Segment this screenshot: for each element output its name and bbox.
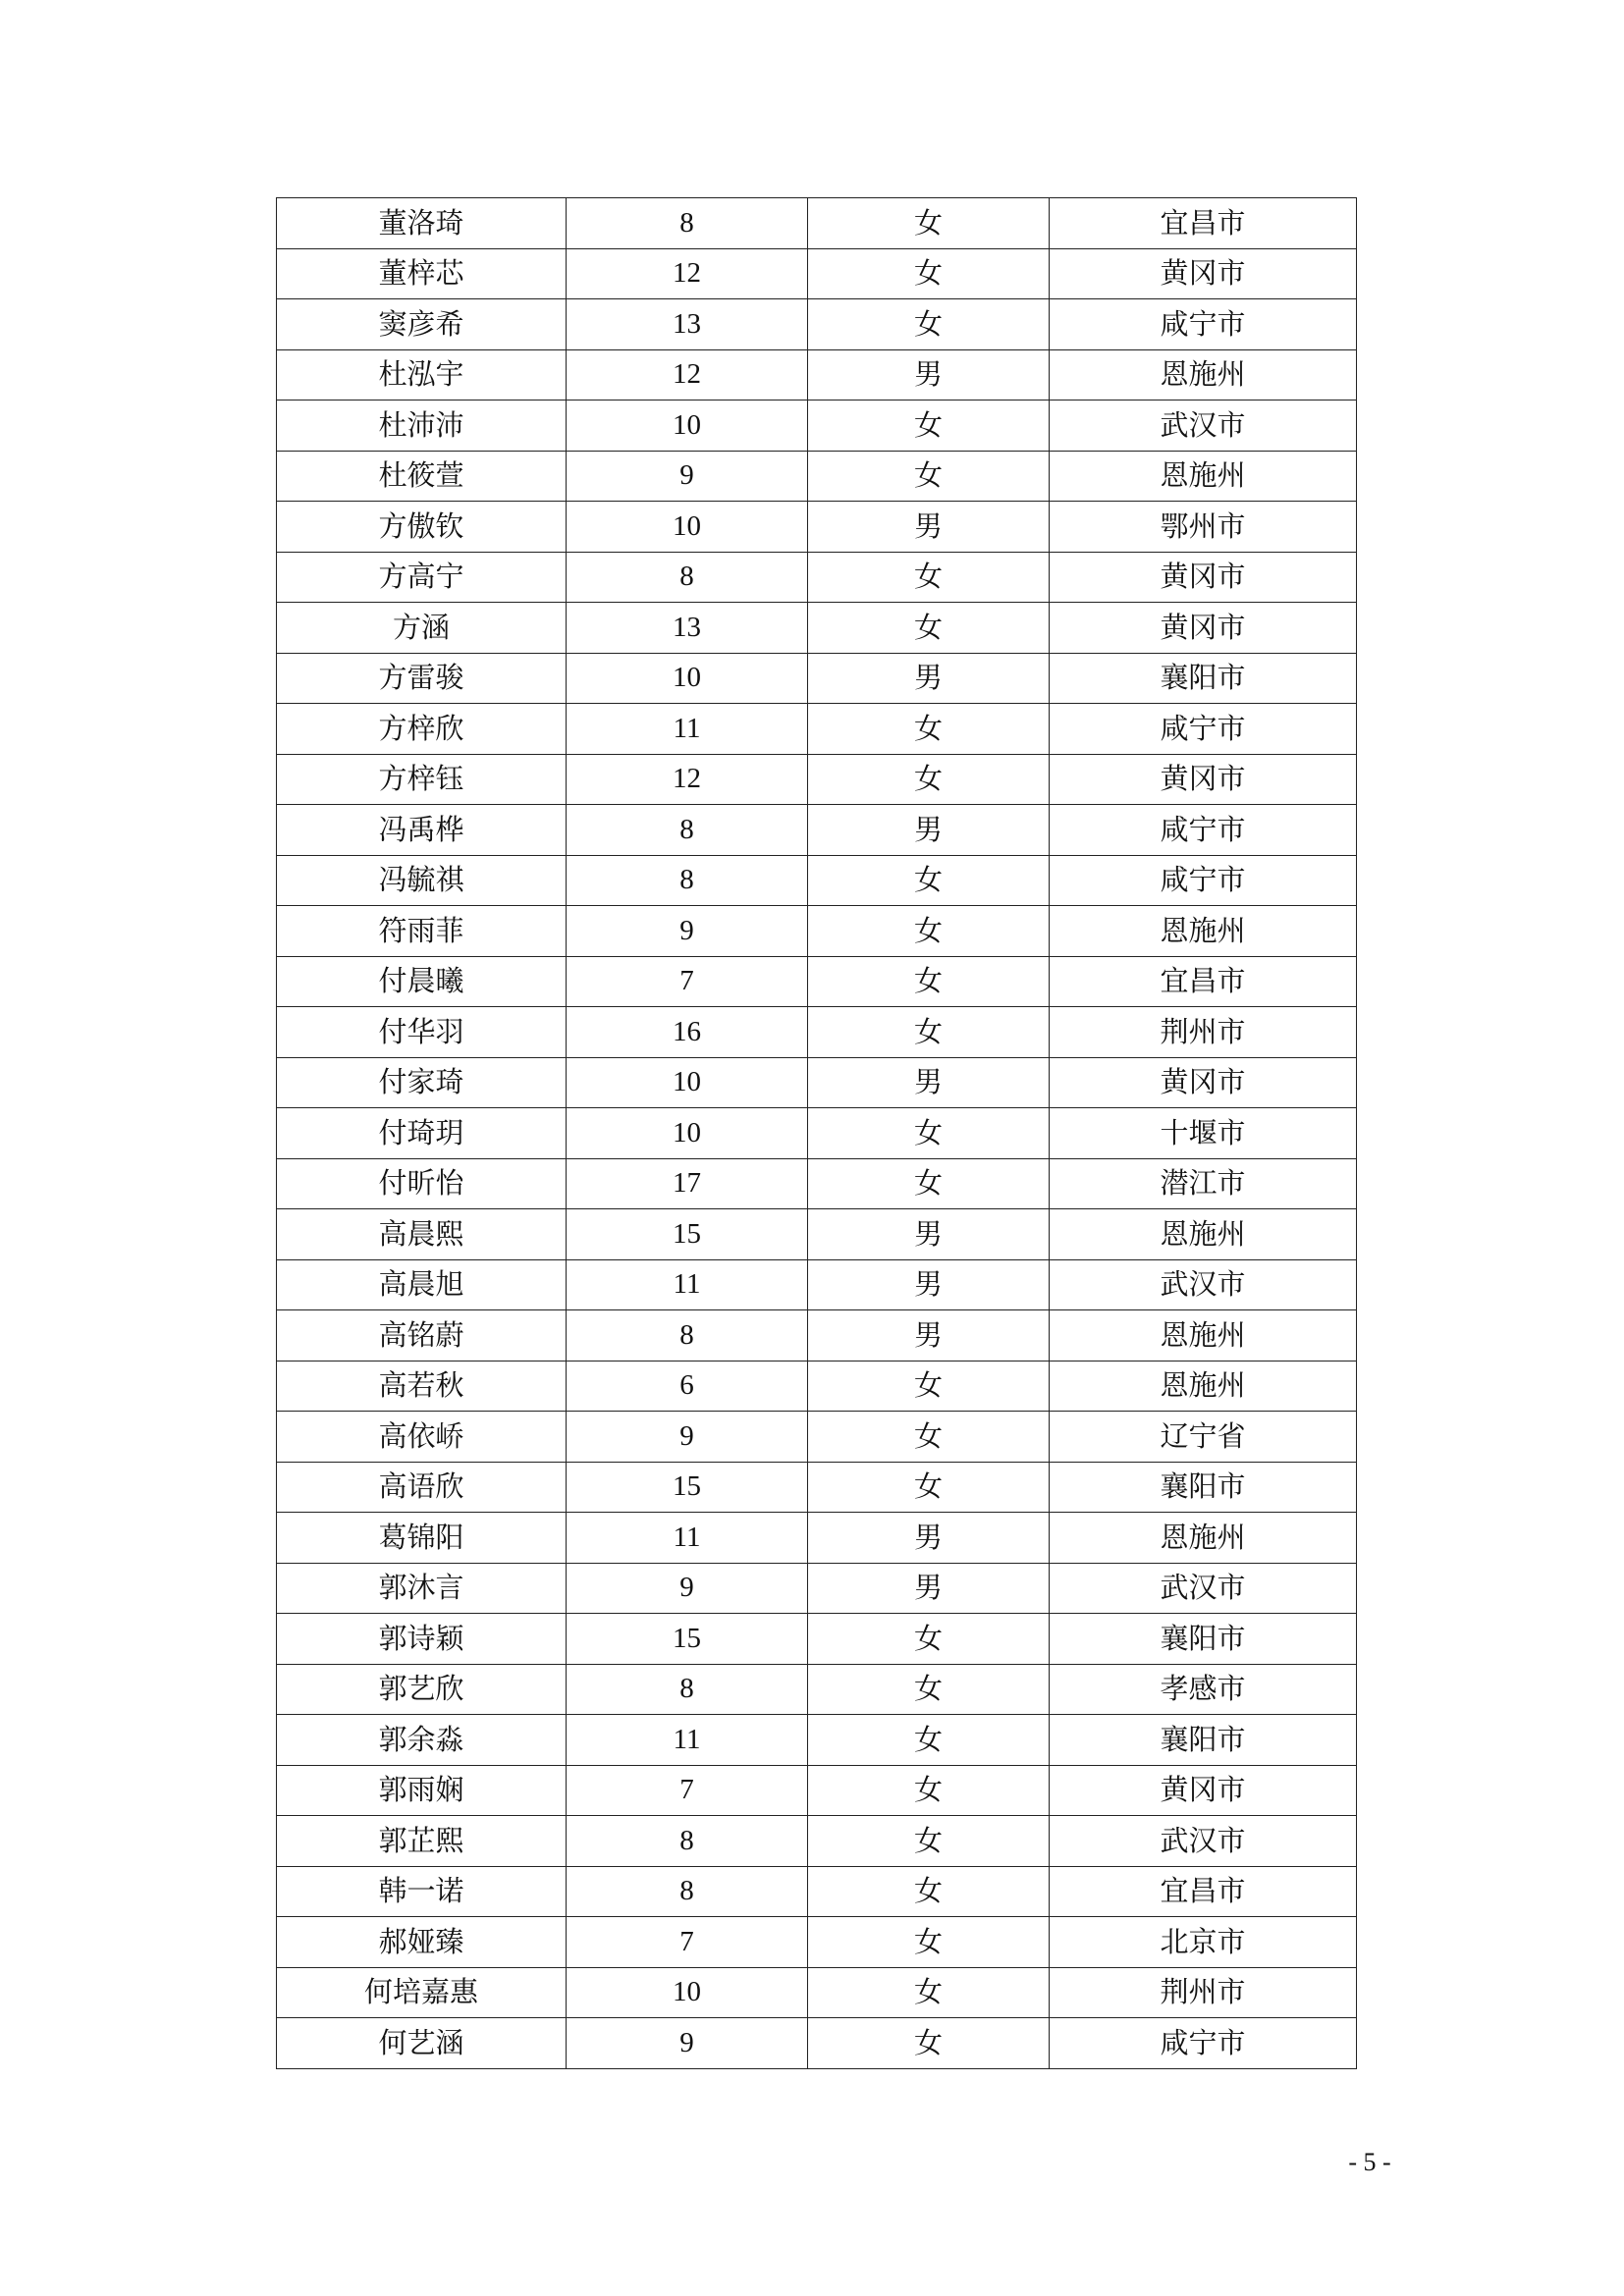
table-row	[277, 1967, 1357, 2018]
table-row	[277, 906, 1357, 957]
place-cell: 北京市	[1050, 1917, 1357, 1968]
name-cell: 方梓钰	[277, 754, 567, 805]
table-row	[277, 603, 1357, 654]
place-cell: 十堰市	[1050, 1108, 1357, 1159]
place-cell: 恩施州	[1050, 906, 1357, 957]
sex-cell: 女	[808, 451, 1050, 502]
sex-cell: 女	[808, 1158, 1050, 1209]
name-cell: 何艺涵	[277, 2018, 567, 2069]
table-row	[277, 653, 1357, 704]
name-cell: 葛锦阳	[277, 1513, 567, 1564]
age-cell: 9	[567, 1563, 808, 1614]
age-cell: 9	[567, 2018, 808, 2069]
sex-cell: 女	[808, 906, 1050, 957]
age-cell: 8	[567, 552, 808, 603]
name-cell: 冯禹桦	[277, 805, 567, 856]
place-cell: 荆州市	[1050, 1007, 1357, 1058]
table-row	[277, 1563, 1357, 1614]
sex-cell: 女	[808, 754, 1050, 805]
age-cell: 7	[567, 956, 808, 1007]
name-cell: 郭沐言	[277, 1563, 567, 1614]
table-row	[277, 1361, 1357, 1412]
sex-cell: 男	[808, 1209, 1050, 1260]
table-row	[277, 1462, 1357, 1513]
age-cell: 11	[567, 1715, 808, 1766]
age-cell: 12	[567, 754, 808, 805]
place-cell: 荆州市	[1050, 1967, 1357, 2018]
age-cell: 6	[567, 1361, 808, 1412]
place-cell: 武汉市	[1050, 1563, 1357, 1614]
name-cell: 方高宁	[277, 552, 567, 603]
table-row	[277, 1513, 1357, 1564]
table-row	[277, 1614, 1357, 1665]
table-row	[277, 1158, 1357, 1209]
place-cell: 黄冈市	[1050, 1765, 1357, 1816]
sex-cell: 女	[808, 1765, 1050, 1816]
place-cell: 鄂州市	[1050, 502, 1357, 553]
name-cell: 郭艺欣	[277, 1664, 567, 1715]
table-row	[277, 1412, 1357, 1463]
age-cell: 9	[567, 1412, 808, 1463]
place-cell: 孝感市	[1050, 1664, 1357, 1715]
place-cell: 咸宁市	[1050, 855, 1357, 906]
place-cell: 黄冈市	[1050, 552, 1357, 603]
name-cell: 付琦玥	[277, 1108, 567, 1159]
place-cell: 辽宁省	[1050, 1412, 1357, 1463]
name-cell: 郝娅臻	[277, 1917, 567, 1968]
place-cell: 恩施州	[1050, 1361, 1357, 1412]
table-row	[277, 1057, 1357, 1108]
table-row	[277, 855, 1357, 906]
name-cell: 杜泓宇	[277, 349, 567, 400]
sex-cell: 女	[808, 1462, 1050, 1513]
place-cell: 黄冈市	[1050, 1057, 1357, 1108]
place-cell: 恩施州	[1050, 1513, 1357, 1564]
sex-cell: 女	[808, 704, 1050, 755]
sex-cell: 女	[808, 1866, 1050, 1917]
table-row	[277, 1866, 1357, 1917]
age-cell: 7	[567, 1765, 808, 1816]
age-cell: 8	[567, 1310, 808, 1362]
age-cell: 9	[567, 906, 808, 957]
age-cell: 11	[567, 1513, 808, 1564]
sex-cell: 男	[808, 805, 1050, 856]
sex-cell: 女	[808, 855, 1050, 906]
age-cell: 7	[567, 1917, 808, 1968]
table-row	[277, 451, 1357, 502]
name-cell: 高若秋	[277, 1361, 567, 1412]
name-cell: 高晨熙	[277, 1209, 567, 1260]
sex-cell: 女	[808, 299, 1050, 350]
name-cell: 郭芷熙	[277, 1816, 567, 1867]
age-cell: 16	[567, 1007, 808, 1058]
age-cell: 8	[567, 1816, 808, 1867]
place-cell: 武汉市	[1050, 400, 1357, 452]
name-cell: 何培嘉惠	[277, 1967, 567, 2018]
sex-cell: 女	[808, 1715, 1050, 1766]
sex-cell: 女	[808, 1816, 1050, 1867]
place-cell: 恩施州	[1050, 349, 1357, 400]
name-cell: 付昕怡	[277, 1158, 567, 1209]
roster-table-body	[277, 198, 1357, 2069]
age-cell: 10	[567, 1108, 808, 1159]
place-cell: 襄阳市	[1050, 1462, 1357, 1513]
sex-cell: 女	[808, 1967, 1050, 2018]
place-cell: 黄冈市	[1050, 603, 1357, 654]
table-row	[277, 1007, 1357, 1058]
sex-cell: 男	[808, 1563, 1050, 1614]
age-cell: 15	[567, 1462, 808, 1513]
table-row	[277, 248, 1357, 299]
table-row	[277, 1209, 1357, 1260]
roster-table	[276, 197, 1357, 2069]
age-cell: 15	[567, 1614, 808, 1665]
table-row	[277, 1310, 1357, 1362]
sex-cell: 男	[808, 502, 1050, 553]
age-cell: 17	[567, 1158, 808, 1209]
sex-cell: 男	[808, 1259, 1050, 1310]
place-cell: 宜昌市	[1050, 1866, 1357, 1917]
name-cell: 付家琦	[277, 1057, 567, 1108]
age-cell: 8	[567, 1664, 808, 1715]
name-cell: 郭诗颖	[277, 1614, 567, 1665]
sex-cell: 女	[808, 1614, 1050, 1665]
place-cell: 恩施州	[1050, 1310, 1357, 1362]
table-row	[277, 805, 1357, 856]
place-cell: 恩施州	[1050, 1209, 1357, 1260]
table-row	[277, 1816, 1357, 1867]
sex-cell: 女	[808, 956, 1050, 1007]
sex-cell: 女	[808, 1917, 1050, 1968]
name-cell: 杜沛沛	[277, 400, 567, 452]
sex-cell: 女	[808, 1007, 1050, 1058]
age-cell: 10	[567, 400, 808, 452]
name-cell: 郭余淼	[277, 1715, 567, 1766]
name-cell: 方梓欣	[277, 704, 567, 755]
name-cell: 高晨旭	[277, 1259, 567, 1310]
table-row	[277, 198, 1357, 249]
sex-cell: 女	[808, 1664, 1050, 1715]
sex-cell: 女	[808, 198, 1050, 249]
place-cell: 宜昌市	[1050, 956, 1357, 1007]
name-cell: 高依峤	[277, 1412, 567, 1463]
age-cell: 10	[567, 1057, 808, 1108]
place-cell: 黄冈市	[1050, 248, 1357, 299]
name-cell: 方涵	[277, 603, 567, 654]
age-cell: 11	[567, 1259, 808, 1310]
place-cell: 武汉市	[1050, 1259, 1357, 1310]
name-cell: 付晨曦	[277, 956, 567, 1007]
table-row	[277, 1765, 1357, 1816]
name-cell: 董梓芯	[277, 248, 567, 299]
name-cell: 高语欣	[277, 1462, 567, 1513]
place-cell: 咸宁市	[1050, 2018, 1357, 2069]
sex-cell: 女	[808, 1361, 1050, 1412]
age-cell: 13	[567, 603, 808, 654]
place-cell: 潜江市	[1050, 1158, 1357, 1209]
place-cell: 襄阳市	[1050, 653, 1357, 704]
sex-cell: 女	[808, 1412, 1050, 1463]
place-cell: 咸宁市	[1050, 704, 1357, 755]
sex-cell: 女	[808, 603, 1050, 654]
table-row	[277, 2018, 1357, 2069]
table-row	[277, 502, 1357, 553]
table-row	[277, 552, 1357, 603]
sex-cell: 男	[808, 1513, 1050, 1564]
name-cell: 符雨菲	[277, 906, 567, 957]
place-cell: 咸宁市	[1050, 299, 1357, 350]
age-cell: 8	[567, 855, 808, 906]
place-cell: 襄阳市	[1050, 1715, 1357, 1766]
age-cell: 10	[567, 502, 808, 553]
age-cell: 8	[567, 805, 808, 856]
table-row	[277, 754, 1357, 805]
age-cell: 8	[567, 198, 808, 249]
place-cell: 咸宁市	[1050, 805, 1357, 856]
name-cell: 方雷骏	[277, 653, 567, 704]
sex-cell: 女	[808, 552, 1050, 603]
age-cell: 12	[567, 349, 808, 400]
name-cell: 董洛琦	[277, 198, 567, 249]
name-cell: 窦彦希	[277, 299, 567, 350]
age-cell: 13	[567, 299, 808, 350]
sex-cell: 男	[808, 1310, 1050, 1362]
name-cell: 杜筱萱	[277, 451, 567, 502]
age-cell: 11	[567, 704, 808, 755]
age-cell: 15	[567, 1209, 808, 1260]
name-cell: 韩一诺	[277, 1866, 567, 1917]
place-cell: 宜昌市	[1050, 198, 1357, 249]
sex-cell: 男	[808, 1057, 1050, 1108]
place-cell: 恩施州	[1050, 451, 1357, 502]
page-number: - 5 -	[1348, 2148, 1391, 2176]
age-cell: 10	[567, 1967, 808, 2018]
sex-cell: 女	[808, 248, 1050, 299]
sex-cell: 女	[808, 400, 1050, 452]
name-cell: 冯毓祺	[277, 855, 567, 906]
sex-cell: 女	[808, 2018, 1050, 2069]
age-cell: 8	[567, 1866, 808, 1917]
name-cell: 付华羽	[277, 1007, 567, 1058]
place-cell: 黄冈市	[1050, 754, 1357, 805]
sex-cell: 男	[808, 653, 1050, 704]
age-cell: 10	[567, 653, 808, 704]
table-row	[277, 1917, 1357, 1968]
place-cell: 武汉市	[1050, 1816, 1357, 1867]
name-cell: 郭雨娴	[277, 1765, 567, 1816]
table-row	[277, 1108, 1357, 1159]
table-row	[277, 299, 1357, 350]
table-row	[277, 1715, 1357, 1766]
place-cell: 襄阳市	[1050, 1614, 1357, 1665]
name-cell: 高铭蔚	[277, 1310, 567, 1362]
table-row	[277, 1664, 1357, 1715]
sex-cell: 女	[808, 1108, 1050, 1159]
table-row	[277, 1259, 1357, 1310]
table-row	[277, 349, 1357, 400]
table-row	[277, 956, 1357, 1007]
table-row	[277, 400, 1357, 452]
table-row	[277, 704, 1357, 755]
sex-cell: 男	[808, 349, 1050, 400]
age-cell: 12	[567, 248, 808, 299]
name-cell: 方傲钦	[277, 502, 567, 553]
age-cell: 9	[567, 451, 808, 502]
